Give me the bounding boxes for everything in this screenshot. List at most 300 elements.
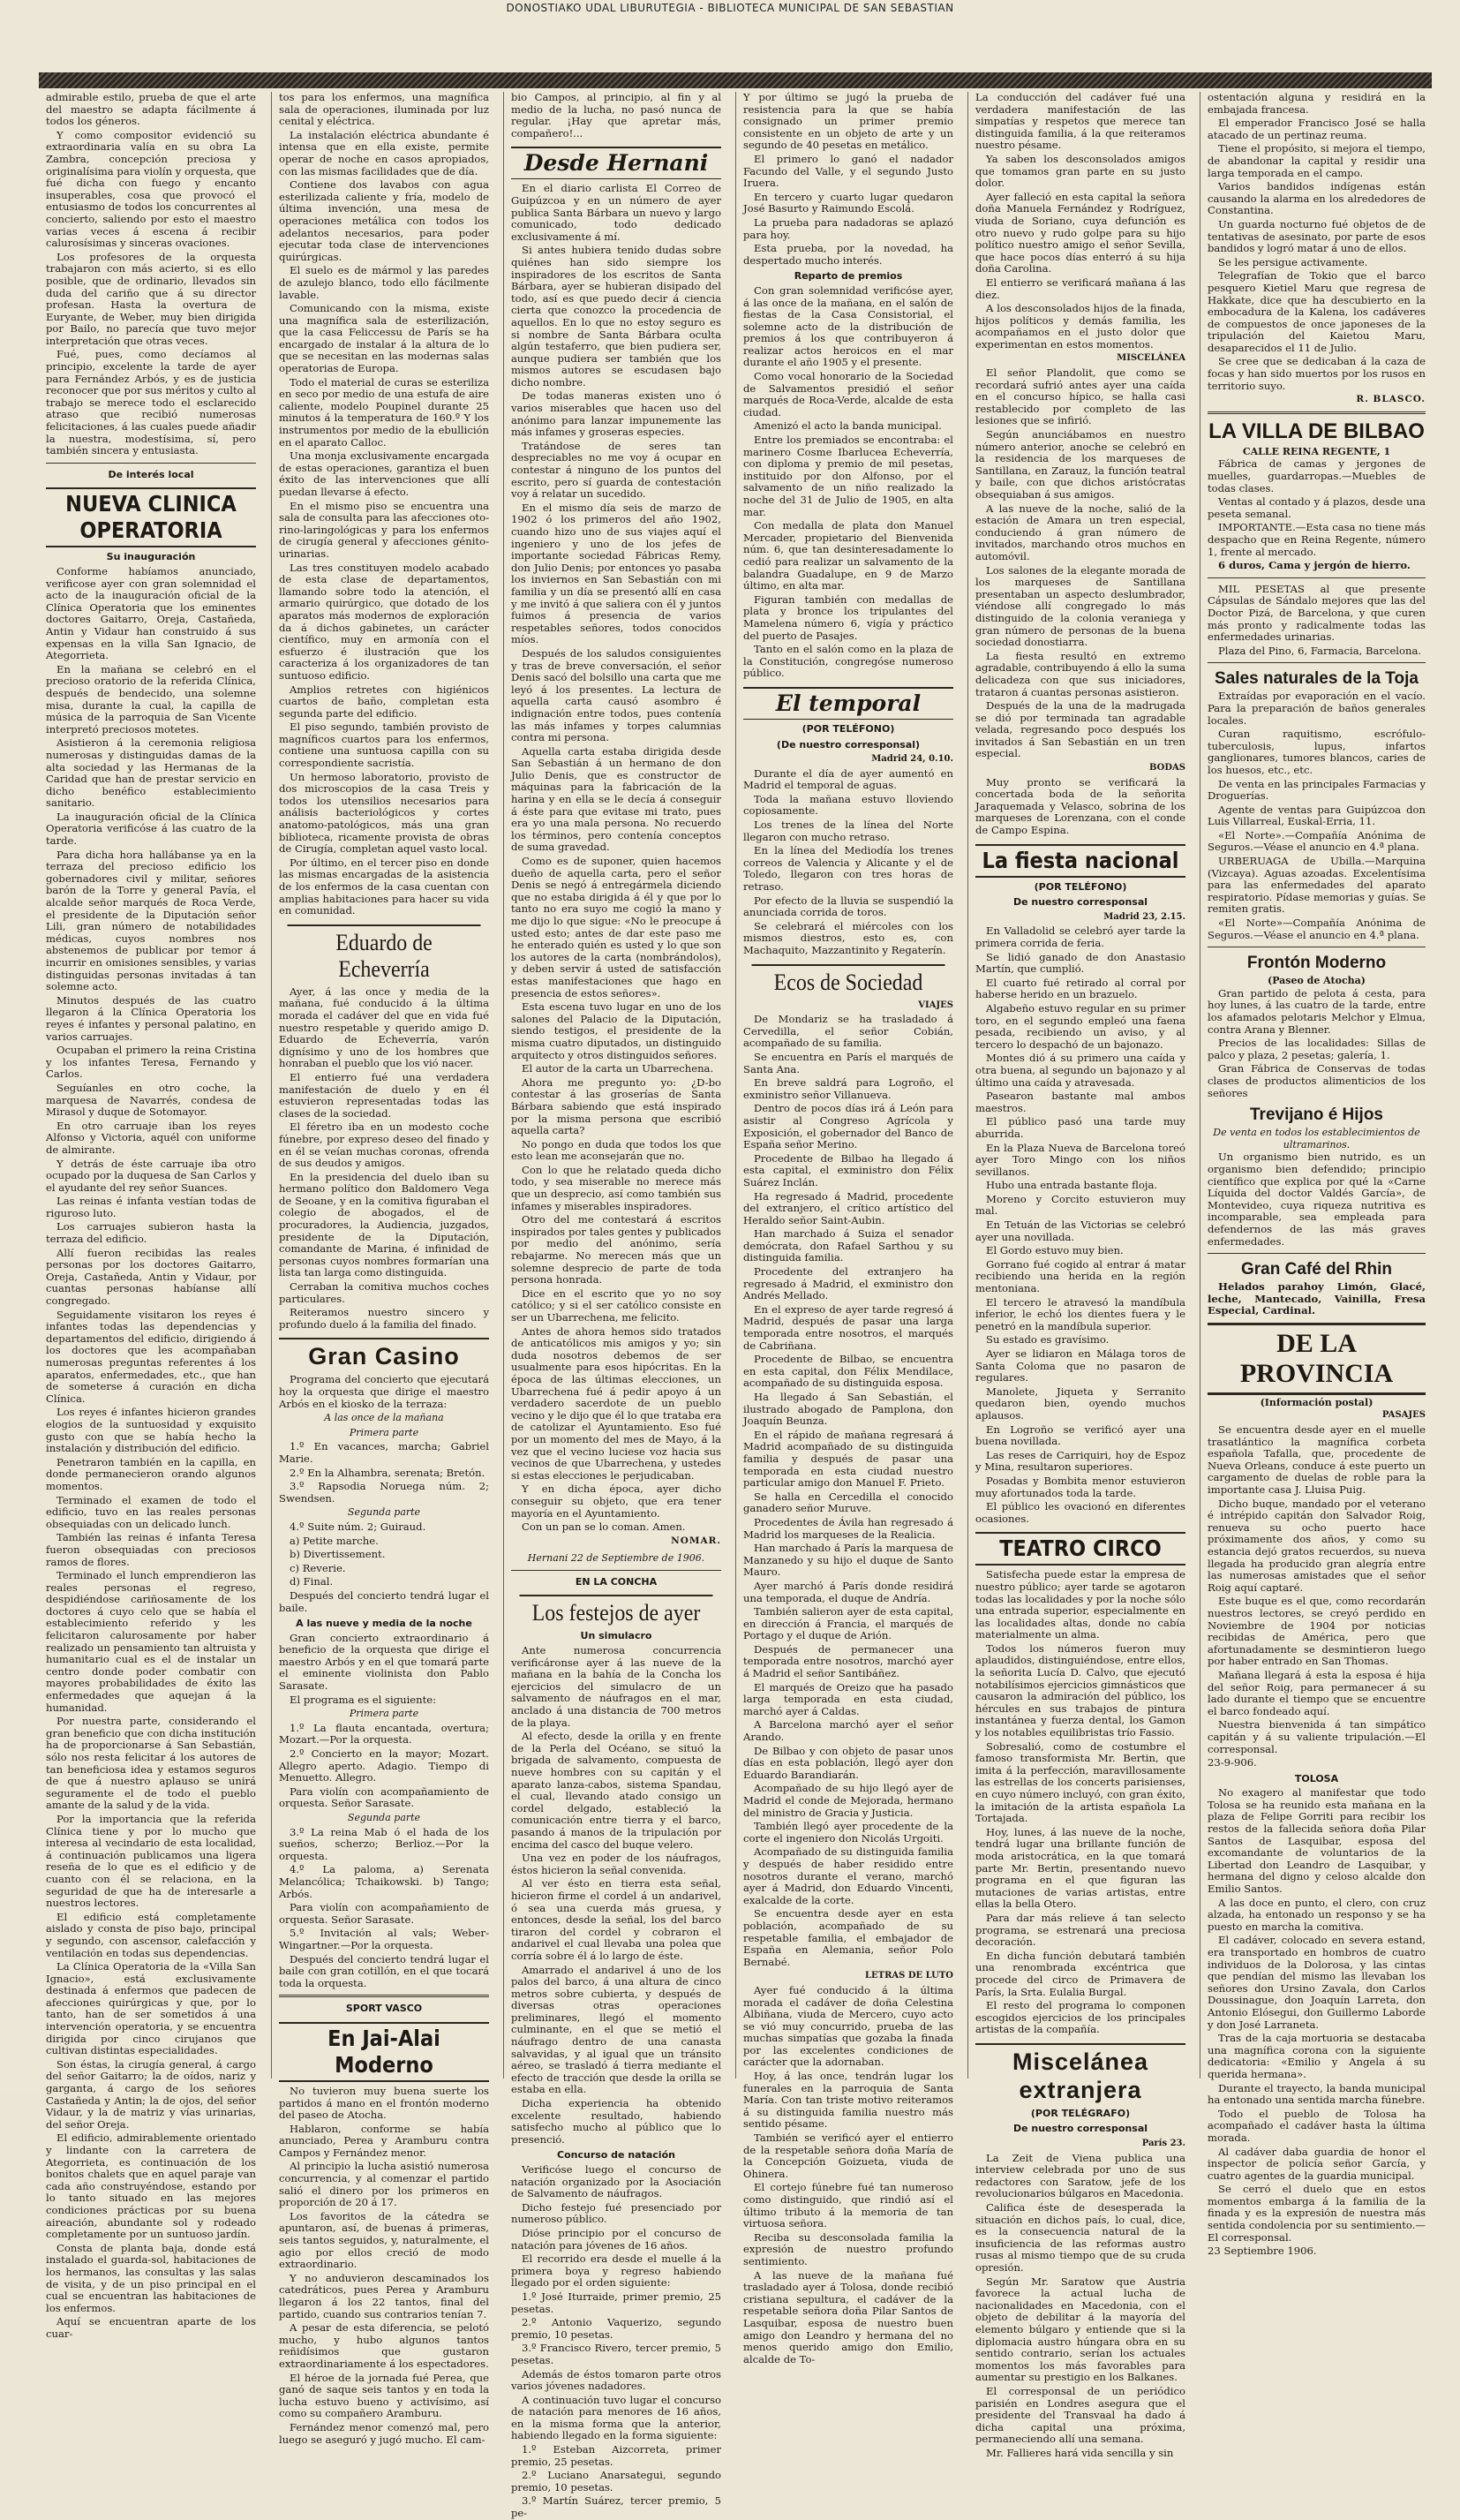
paragraph: Después de los saludos consiguientes y tras de breve conversación, el señor Denis sacó del bolsillo una carta que me leyó á los presentes. La lectura de aquella carta causó asombro é indignación entre todos, pues contenía las más infames y torpes calumnias contra mi persona. — [511, 646, 721, 744]
paragraph: Han marchado á Suiza el senador demócrata, don Rafael Sarthou y su distinguida familia. — [743, 1227, 953, 1264]
paragraph: Para dicha hora hallábanse ya en la terraza del precioso edificio los gobernadores civil y militar, señores barón de la Torre y general Pavía, el alcalde señor marqués de Roca Verde, el presidente de la Diputación señor Lili, gran número de notabilidades médicas, cuyos nombres nos abstenemos de publicar por temor á incurrir en omisiones sensibles, y varias distinguidas personas invitadas á tan solemne acto. — [46, 848, 256, 993]
paragraph: Esta escena tuvo lugar en uno de los salones del Palacio de la Diputación, siendo testigos, el presidente de la misma cuatro diputados, un distinguido arquitecto y otros distinguidos señores. — [511, 1000, 721, 1061]
dateline: Madrid 24, 0.10. — [871, 754, 953, 765]
paragraph: Califica éste de desesperada la situación en dichos país, lo cual, dice, es la consecuencia natural de la insuficiencia de las reformas austro rusas al mismo tiempo que de su cruda opresión. — [975, 2201, 1185, 2274]
article-subhead: Un simulacro — [580, 1630, 652, 1642]
ad-text: Gran Fábrica de Conservas de todas clases de productos alimenticios de los señores — [1208, 1062, 1426, 1099]
paragraph: El entierro fué una verdadera manifestación de duelo y en él estuvieron representadas todas las clases de la sociedad. — [279, 1070, 489, 1120]
paragraph: Los salones de la elegante morada de los marqueses de Santillana presentaban un aspecto deslumbrador, viéndose allí congregado lo más distinguido de la colonia veraniega y gran número de personas de la buena sociedad donostiarra. — [975, 563, 1185, 649]
paragraph: Entre los premiados se encontraba: el marinero Cosme Ibarlucea Echeverría, con diploma y premio de mil pesetas, instituido por don Alfonso, por el salvamento de un niño realizado la noche del 31 de Julio de 1905, en alta mar. — [743, 434, 953, 518]
ad-subtitle: (Paseo de Atocha) — [1268, 975, 1366, 987]
program-item: 4.º La paloma, a) Serenata Melancólica; Tchaikowski. b) Tango; Arbós. — [279, 1863, 489, 1900]
paragraph: Todo el pueblo de Tolosa ha acompañado el cadáver hasta la última morada. — [1208, 2107, 1426, 2144]
paragraph: Durante el día de ayer aumentó en Madrid el temporal de aguas. — [743, 766, 953, 792]
program-item: a) Petite marche. — [290, 1534, 379, 1547]
paragraph: Una vez en poder de los náufragos, éstos hicieron la señal convenida. — [511, 1852, 721, 1876]
paragraph: Son éstas, la cirugía general, á cargo del señor Gaitarro; la de oídos, nariz y garganta, á cargo de los señores Castañeda y Antin; la de ojos, del señor Vidaur, y la de matriz y vías urinarias, del señor Oreja. — [46, 2057, 256, 2131]
paragraph: Procedente del extranjero ha regresado á Madrid, el exministro don Andrés Mellado. — [743, 1265, 953, 1302]
paragraph: Se encuentra desde ayer en el muelle trasatlántico la magnífica corbeta española Tafalla, que, procedente de Nueva Orleans, conduce á este puerto un cargamento de duelas de roble para la importante casa J. Lluisa Puig. — [1208, 1423, 1426, 1497]
paragraph: Aquí se encuentran aparte de los cuar- — [46, 2315, 256, 2340]
paragraph: Y por último se jugó la prueba de resistencia para la que se había consignado un primer premio consistente en un objeto de arte y un segundo de 40 pesetas en metálico. — [743, 91, 953, 152]
paragraph: La instalación eléctrica abundante é intensa que en ella existe, permite operar de noche en casos apropiados, con las mismas facilidades que de día. — [279, 128, 489, 177]
paragraph: La Clínica Operatoria de la «Villa San Ignacio», está exclusivamente destinada á enfermos que padecen de afecciones quirúrgicas y que, por lo tanto, han de ser sometidos á una intervención operatoria, y se encuentra dirigida por cinco cirujanos que cultivan distintas especialidades. — [46, 1960, 256, 2057]
paragraph: admirable estilo, prueba de que el arte del maestro se adapta fácilmente á todos los géneros. — [46, 91, 256, 128]
paragraph: En la mañana se celebró en el precioso oratorio de la referida Clínica, después de bendecido, una solemne misa, durante la cual, la capilla de música de la parroquia de San Vicente interpretó preciosos motetes. — [46, 662, 256, 736]
wire-tag: (POR TELÉFONO) — [801, 722, 895, 735]
paragraph: A continuación tuvo lugar el concurso de natación para menores de 16 años, en la misma forma que la anterior, habiendo llegado en la forma siguiente: — [511, 2393, 721, 2442]
dateline-place: TOLOSA — [1294, 1772, 1339, 1784]
paragraph: Para dar más relieve á tan selecto programa, se estrenará una preciosa decoración. — [975, 1911, 1185, 1949]
paragraph: Gran concierto extraordinario á beneficio de la orquesta que dirige el maestro Arbós y en el que tomará parte el eminente violinista don Pablo Sarasate. — [279, 1631, 489, 1693]
paragraph: En el mismo piso se encuentra una sala de consulta para las afecciones oto-rino-laringológicas y para los enfermos de cirugía general y afecciones génito-urinarias. — [279, 499, 489, 560]
paragraph: No tuvieron muy buena suerte los partidos á mano en el frontón moderno del paseo de Atocha. — [279, 2084, 489, 2122]
paragraph: Procedente de Bilbao, se encuentra en esta capital, don Félix Mendilace, acompañado de su distinguida esposa. — [743, 1353, 953, 1390]
paragraph: Por efecto de la lluvia se suspendió la anunciada corrida de toros. — [743, 894, 953, 919]
paragraph: Procedentes de Ávila han regresado á Madrid los marqueses de la Realicia. — [743, 1515, 953, 1541]
dateline: París 23. — [1141, 2139, 1185, 2149]
paragraph: Se halla en Cercedilla el conocido ganadero señor Muruve. — [743, 1490, 953, 1515]
paragraph: Los trenes de la línea del Norte llegaron con mucho retraso. — [743, 819, 953, 843]
paragraph: Verificóse luego el concurso de natación organizado por la Asociación de Salvamento de náufragos. — [511, 2163, 721, 2200]
signature: R. BLASCO. — [1356, 394, 1426, 405]
paragraph: Al principio la lucha asistió numerosa concurrencia, y al comenzar el partido salió el dinero por los primeros en proporción de 20 á 17. — [279, 2160, 489, 2209]
paragraph: En la Plaza Nueva de Barcelona toreó ayer Toro Mingo con los niños sevillanos. — [975, 1141, 1185, 1178]
paragraph: Muy pronto se verificará la concertada boda de la señorita Jaraquemada y Velasco, sobrina de los marqueses de Lorenzana, con el conde de Campo Espina. — [975, 775, 1185, 837]
paragraph: También se verificó ayer el entierro de la respetable señora doña María de la Concepción Goizueta, viuda de Ohinera. — [743, 2131, 953, 2180]
paragraph: El recorrido era desde el muelle á la primera boya y regreso habiendo llegado por el orden siguiente: — [511, 2252, 721, 2290]
paragraph: Se celebrará el miércoles con los mismos diestros, esto es, con Machaquito, Mazzantinito y Regaterín. — [743, 919, 953, 956]
ad-text: Precios de las localidades: Sillas de palco y plaza, 2 pesetas; galería, 1. — [1208, 1037, 1426, 1061]
paragraph: Durante el trayecto, la banda municipal ha entonado una sentida marcha fúnebre. — [1208, 2081, 1426, 2107]
paragraph: Allí fueron recibidas las reales personas por los doctores Gaitarro, Oreja, Castañeda, Antin y Vidaur, por cuantas personas habíanse allí congregado. — [46, 1246, 256, 1308]
paragraph: Penetraron también en la capilla, en donde permanecieron orando algunos momentos. — [46, 1455, 256, 1492]
paragraph: Antes de ahora hemos sido tratados de anticatólicos mis amigos y yo; sin duda nosotros debemos de ser usualmente para esos hipócritas. En la época de las últimas elecciones, un Ubarrechena fué á pedir apoyo á un verdadero sacerdote de un pueblo vecino y le dijo que él lo que trataba era de catolizar el Ayuntamiento. Eso fué por un momento del mes de Mayo, á la vez que el vecino luciese voz hacia sus vecinos de que Ubarrechena, y ustedes si estas elecciones le perjudicaban. — [511, 1324, 721, 1482]
paragraph: Y en dicha época, ayer dicho conseguir su objeto, que era tener mayoría en el Ayuntamiento. — [511, 1483, 721, 1520]
paragraph: El resto del programa lo componen escogidos ejercicios de los principales artistas de la compañía. — [975, 1999, 1185, 2036]
section-kicker: De interés local — [108, 468, 194, 480]
result-item: 2.º Luciano Anarsategui, segundo premio, 10 pesetas. — [511, 2469, 721, 2494]
paragraph: Los carruajes subieron hasta la terraza del edificio. — [46, 1220, 256, 1246]
paragraph: Manolete, Jiqueta y Serranito quedaron bien, oyendo muchos aplausos. — [975, 1384, 1185, 1422]
section-kicker: LETRAS DE LUTO — [865, 1971, 953, 1981]
paragraph: Por último, en el tercer piso en donde las mismas encargadas de la asistencia de los enfermos de la casa cuentan con amplias habitaciones para hacer su vida en comunidad. — [279, 856, 489, 917]
paragraph: El primero lo ganó el nadador Facundo del Valle, y el segundo Justo Iruera. — [743, 152, 953, 190]
paragraph: Programa del concierto que ejecutará hoy la orquesta que dirige el maestro Arbós en el kiosko de la terraza: — [279, 1373, 489, 1410]
paragraph: El público les ovacionó en diferentes ocasiones. — [975, 1500, 1185, 1525]
paragraph: El suelo es de mármol y las paredes de azulejo blanco, todo ello fácilmente lavable. — [279, 264, 489, 301]
paragraph: Todo el material de curas se esteriliza en seco por medio de una estufa de aire caliente, modelo Poupinel durante 25 minutos á la temperatura de 160.º Y los instrumentos por medio de la ebullición en el aparato Calloc. — [279, 375, 489, 449]
paragraph: tos para los enfermos, una magnífica sala de operaciones, iluminada por luz cenital y eléctrica. — [279, 91, 489, 128]
paragraph: Ayer marchó á París donde residirá una temporada, el duque de Andría. — [743, 1579, 953, 1604]
paragraph: Después del concierto tendrá lugar el baile con gran cotillón, en el que tocará toda la orquesta. — [279, 1952, 489, 1989]
paragraph: El cadáver, colocado en severa estand, era transportado en hombros de cuatro individuos de la Dolorosa, y las cintas que pendían del mismo las llevaban los señores don Ursino Zavala, don Carlos Doussinague, don Joaquín Larreta, don Antonio Elósegui, don Guillermo Laborde y don José Larraneta. — [1208, 1934, 1426, 2031]
paragraph: Hoy, lunes, á las nueve de la noche, tendrá lugar una brillante función de moda aristocrática, en la que tomará parte Mr. Bertin, presentando nuevo programa en el que figuran las mutaciones de varias artistas, entre ellas la bella Otero. — [975, 1825, 1185, 1911]
paragraph: En Valladolid se celebró ayer tarde la primera corrida de feria. — [975, 924, 1185, 949]
paragraph: Y como compositor evidenció su extraordinaria valía en su obra La Zambra, concepción preciosa y originalísima para violín y orquesta, que fué dicha con fuego y encanto insuperables, cosa que provocó el entusiasmo de todos los concurrentes al concierto, saliendo por esto el maestro varias veces á escena á recibir calurosísimas y sinceras ovaciones. — [46, 128, 256, 250]
program-part: Segunda parte — [347, 1506, 421, 1519]
paragraph: Con un pan se lo coman. Amen. — [522, 1520, 686, 1534]
paragraph: Ya saben los desconsolados amigos que tomamos gran parte en su justo dolor. — [975, 152, 1185, 190]
paragraph: bio Campos, al principio, al fin y al medio de la lucha, no pasó nunca de regular. ¡Hay que apretar más, compañero!... — [511, 91, 721, 140]
paragraph: En el diario carlista El Correo de Guipúzcoa y en un número de ayer publica Santa Bárbara un nuevo y largo comunicado, todo dedicado exclusivamente á mí. — [511, 182, 721, 243]
paragraph: El tercero le atravesó la mandíbula inferior, le echó los dientes fuera y le penetró en la mandíbula superior. — [975, 1295, 1185, 1332]
ad-title: LA VILLA DE BILBAO — [1208, 419, 1425, 443]
program-item: 3.º La reina Mab ó el hada de los sueños, scherzo; Berlioz.—Por la orquesta. — [279, 1825, 489, 1862]
program-item: 2.º Concierto en la mayor; Mozart. Allegro aperto. Adagio. Tiempo di Menuetto. Allegro. — [279, 1747, 489, 1784]
article-subhead: Concurso de natación — [557, 2149, 675, 2162]
paragraph: Hablaron, conforme se había anunciado, Perea y Aramburu contra Campos y Fernández menor. — [279, 2122, 489, 2159]
ad-text: Gran partido de pelota á cesta, para hoy lunes, á las cuatro de la tarde, entre los afamados pelotaris Melchor y Elmua, contra Arana y Blenner. — [1208, 986, 1426, 1036]
signature: NOMAR. — [671, 1535, 721, 1546]
ad-text: Helados parahoy Limón, Glacé, leche, Mantecado, Vainilla, Fresa Especial, Cardinal. — [1208, 1280, 1426, 1317]
columns — [39, 91, 1432, 2520]
section-subtitle: (Información postal) — [1260, 1396, 1373, 1408]
paragraph: A las nueve de la noche, salió de la estación de Amara un tren especial, conduciendo á gran número de invitados, marchando otros muchos en automóvil. — [975, 502, 1185, 562]
paragraph: Figuran también con medallas de plata y bronce los tripulantes del Mamelena número 6, vigía y práctico del puerto de Pasajes. — [743, 592, 953, 642]
paragraph: Ayer, á las once y media de la mañana, fué conducido á la última morada el cadáver del que en vida fué nuestro respetable y querido amigo D. Eduardo de Echeverría, varón dignísimo y uno de los hombres que honraban el pueblo que los vió nacer. — [279, 985, 489, 1070]
program-item: b) Divertissement. — [290, 1548, 386, 1561]
paragraph: En el mismo día seis de marzo de 1902 ó los primeros del año 1902, cuando hizo uno de sus viajes aquí el ingeniero y uno de los jefes de importante sociedad Fábricas Remy, don Julio Denis; por entonces yo pasaba los inviernos en San Sebastián con mi familia y un día se presentó allí en casa y me invitó á que saliera con él y juntos fuimos á presencia de varios respetables señores, todos conocidos míos. — [511, 501, 721, 646]
paragraph: Ha regresado á Madrid, procedente del extranjero, el crítico artístico del Heraldo señor Saint-Aubin. — [743, 1189, 953, 1226]
paragraph: El féretro iba en un modesto coche fúnebre, por expreso deseo del finado y en él se veían muchas coronas, ofrenda de sus deudos y amigos. — [279, 1120, 489, 1170]
paragraph: Fernández menor comenzó mal, pero luego se aseguró y jugó mucho. El cam- — [279, 2420, 489, 2446]
paragraph: A Barcelona marchó ayer el señor Arando. — [743, 1718, 953, 1744]
paragraph: Ha llegado á San Sebastián, el ilustrado abogado de Pamplona, don Joaquín Beunza. — [743, 1391, 953, 1428]
wire-source: De nuestro corresponsal — [1012, 2123, 1148, 2135]
program-item: d) Final. — [290, 1575, 334, 1588]
ad-text: Plaza del Pino, 6, Farmacia, Barcelona. — [1218, 644, 1422, 657]
article-headline: La fiesta nacional — [975, 844, 1185, 878]
paragraph: En la línea del Mediodía los trenes correos de Valencia y Alicante y el de Toledo, llegaron con tres horas de retraso. — [743, 844, 953, 894]
ad-text: Un organismo bien nutrido, es un organismo bien defendido; principio científico que explica por qué la «Carne Líquida del doctor Valdés García», de Montevideo, cuya riqueza nutritiva es incomparable, sea empleada para defendernos de las más graves enfermedades. — [1208, 1151, 1426, 1248]
paragraph: Seguidamente visitaron los reyes é infantes todas las dependencias y departamentos del edificio, dirigiendo á los doctores que les acompañaban numerosas preguntas referentes á los aparatos, enfermedades, etc., que han de someterse á curación en dicha Clínica. — [46, 1308, 256, 1405]
paragraph: Gorrano fué cogido al entrar á matar recibiendo una herida en la región mentoniana. — [975, 1257, 1185, 1295]
ad-text: «El Norte»—Compañía Anónima de Seguros.—Véase el anuncio en 4.ª plana. — [1208, 917, 1426, 941]
paragraph: Se encuentra en París el marqués de Santa Ana. — [743, 1050, 953, 1075]
paragraph: Ante numerosa concurrencia verificáronse ayer á las nueve de la mañana en la bahía de la Concha los ejercicios del simulacro de un salvamento de náufragos en el mar, anclado á una distancia de 700 metros de la playa. — [511, 1644, 721, 1729]
article-headline: NUEVA CLINICA OPERATORIA — [46, 487, 256, 547]
paragraph: Tanto en el salón como en la plaza de la Constitución, congregóse numeroso público. — [743, 643, 953, 680]
paragraph: Cerraban la comitiva muchos coches particulares. — [279, 1280, 489, 1305]
ad-title: Frontón Moderno — [1246, 954, 1387, 973]
article-headline: Eduardo de Echeverría — [288, 924, 481, 983]
paragraph: Dice en el escrito que yo no soy católico; y si el ser católico consiste en ser un Ubarrechena, me felicito. — [511, 1286, 721, 1324]
paragraph: Ayer falleció en esta capital la señora doña Manuela Fernández y Rodríguez, viuda de Soriano, cuya defunción es otro nuevo y rudo golpe para su hijo político nuestro amigo el señor Sevilla, que hace pocos días enterró á su hija doña Carolina. — [975, 190, 1185, 275]
divider — [279, 1995, 489, 1997]
section-kicker: MISCELÁNEA — [1117, 353, 1185, 364]
paragraph: Se encuentra desde ayer en esta población, acompañado de su respetable familia, el embajador de España en Alemania, señor Polo Bernabé. — [743, 1907, 953, 1968]
paragraph: Al cadáver daba guardia de honor el inspector de policía señor García, y cuatro agentes de la guardia municipal. — [1208, 2145, 1426, 2182]
paragraph: Al ver ésto en tierra esta señal, hicieron firme el cordel á un andarivel, ó sea una cuerda más gruesa, y entonces, desde la señal, los del barco tiraron del cordel y cobraron el andarivel el cual llevaba una polea que corría sobre él á lo largo de éste. — [511, 1877, 721, 1962]
paragraph: El Gordo estuvo muy bien. — [986, 1244, 1124, 1257]
paragraph: ostentación alguna y residirá en la embajada francesa. — [1208, 91, 1426, 116]
program-part: Primera parte — [349, 1426, 419, 1438]
article-headline: En Jai-Alai Moderno — [279, 2022, 489, 2082]
ad-text: Curan raquitismo, escrófulo-tuberculosis, lupus, infartos ganglionares, tumores blancos, caries de los huesos, etc., etc. — [1208, 728, 1426, 776]
paragraph: 23 Septiembre 1906. — [1208, 2245, 1317, 2258]
wire-source: (De nuestro corresponsal) — [776, 738, 921, 751]
paragraph: La prueba para nadadoras se aplazó para hoy. — [743, 215, 953, 241]
paragraph: Se lidió ganado de don Anastasio Martín, que cumplió. — [975, 950, 1185, 976]
ad-text: URBERUAGA de Ubilla.—Marquina (Vizcaya). Aguas azoadas. Excelentísima para las enfermedades del aparato respiratorio. Pídase memorias y guías. Se remiten gratis. — [1208, 855, 1426, 916]
paragraph: Después de permanecer una temporada entre nosotros, marchó ayer á Madrid el señor Santibáñez. — [743, 1642, 953, 1680]
paragraph: Acompañado de su distinguida familia y después de haber residido entre nosotros durante el verano, marchó ayer á Madrid, don Eduardo Vincenti, exalcalde de la corte. — [743, 1845, 953, 1906]
paragraph: Otro del me contestará á escritos inspirados por tales gentes y publicados por medio del anónimo, sería rebajarme. No merecen más que un solemne desprecio de parte de toda persona honrada. — [511, 1213, 721, 1286]
program-item: 5.º Invitación al vals; Weber-Wingartner.—Por la orquesta. — [279, 1927, 489, 1951]
paragraph: El cuarto fué retirado al corral por haberse herido en un brazuelo. — [975, 976, 1185, 1001]
paragraph: Dicho festejo fué presenciado por numeroso público. — [511, 2200, 721, 2226]
paragraph: En otro carruaje iban los reyes Alfonso y Victoria, aquél con uniforme de almirante. — [46, 1119, 256, 1156]
paragraph: Satisfecha puede estar la empresa de nuestro público; ayer tarde se agotaron todas las localidades y por la noche sólo una entrada superior, especialmente en las localidades altas, donde no cabía materialmente un alma. — [975, 1568, 1185, 1641]
paragraph: Minutos después de las cuatro llegaron á la Clínica Operatoria los reyes é infantes y personal palatino, en varios carruajes. — [46, 993, 256, 1043]
paragraph: El entierro se verificará mañana á las diez. — [975, 275, 1185, 301]
paragraph: Seguíanles en otro coche, la marquesa de Navarrés, condesa de Mirasol y duque de Sotomayor. — [46, 1081, 256, 1119]
paragraph: Sobresalió, como de costumbre el famoso transformista Mr. Bertin, que imita á la perfección, maravillosamente las estrellas de los concerts parisienses, en cuyo número incluyó, con gran éxito, la imitación de la artista española La Tortajada. — [975, 1739, 1185, 1825]
paragraph: Si antes hubiera tenido dudas sobre quiénes han sido siempre los inspiradores de los escritos de Santa Bárbara, ayer se hubieran disipado del todo, así es que puedo decir á ciencia cierta que conozco la procedencia de aquellos. En lo que no estoy seguro es si nombre de Santa Bárbara oculta algún testaferro, que bien pudiera ser, aunque pudiera ser también que los mismos autores se escudasen bajo dicho nombre. — [511, 244, 721, 389]
ad-text: 6 duros, Cama y jergón de hierro. — [1218, 559, 1411, 572]
paragraph: A las nueve de la mañana fué trasladado ayer á Tolosa, donde recibió cristiana sepultura, el cadáver de la respetable señora doña Pilar Santos de Lasquibar, esposa de nuestro buen amigo don Leandro y hermana del no menos querido amigo don Emilio, alcalde de To- — [743, 2268, 953, 2365]
article-headline: Gran Casino — [279, 1338, 489, 1370]
paragraph: Mr. Fallieres hará vida sencilla y sin — [986, 2446, 1174, 2459]
paragraph: Ayer se lidiaron en Málaga toros de Santa Coloma que no pasaron de regulares. — [975, 1347, 1185, 1384]
article-headline: Desde Hernani — [511, 147, 721, 179]
program-item: 2.º En la Alhambra, serenata; Bretón. — [290, 1466, 485, 1479]
paragraph: Ayer fué conducido á la última morada el cadáver de doña Celestina Albiñana, viuda de Mercero, cuyo acto se vió muy concurrido, prueba de las muchas simpatías que gozaba la finada por las excelentes condiciones de carácter que la adornaban. — [743, 1983, 953, 2069]
program-hour: A las once de la mañana — [324, 1412, 444, 1424]
paragraph: Toda la mañana estuvo lloviendo copiosamente. — [743, 792, 953, 818]
paragraph: Con gran solemnidad verificóse ayer, á las once de la mañana, en el salón de fiestas de la Casa Consistorial, el solemne acto de la distribución de premios á los que contribuyeron á realizar actos heroicos en el mar durante el año 1905 y el presente. — [743, 283, 953, 369]
ad-text: Fábrica de camas y jergones de muelles, guardarropas.—Muebles de todas clases. — [1208, 457, 1426, 494]
paragraph: En el expreso de ayer tarde regresó á Madrid, después de pasar una larga temporada entre nosotros, el marqués de Cabriñana. — [743, 1302, 953, 1352]
ad-text: IMPORTANTE.—Esta casa no tiene más despacho que en Reina Regente, número 1, frente al mercado. — [1208, 521, 1426, 558]
paragraph: Un hermoso laboratorio, provisto de dos microscopios de la casa Treis y todos los utensilios necesarios para análisis bacteriológicos y cortes anatomo-patológicos, más una gran biblioteca, ricamente provista de obras de Cirugía, completan aquel vasto local. — [279, 770, 489, 856]
article-headline: TEATRO CIRCO — [975, 1532, 1185, 1566]
paragraph: Después del concierto tendrá lugar el baile. — [279, 1588, 489, 1614]
program-part: Segunda parte — [347, 1812, 421, 1823]
divider — [1208, 1253, 1426, 1254]
paragraph: Los profesores de la orquesta trabajaron con más acierto, si es ello posible, que de ordinario, llevados sin duda del cariño que á su director profesan. Hasta la overtura de Euryante, de Weber, muy bien dirigida por Bailo, no parecía que tuvo mejor interpretación que otras veces. — [46, 250, 256, 347]
paragraph: Dicho buque, mandado por el veterano é intrépido capitán don Salvador Roig, renueva su ocho puerto hace próximamente dos años, y como su estancia dejó gratos recuerdos, su nueva llegada ha producido gran alegría entre las numerosas amistades que el señor Roig aquí captaré. — [1208, 1497, 1426, 1594]
paragraph: Pasearon bastante mal ambos maestros. — [975, 1090, 1185, 1114]
paragraph: En la presidencia del duelo iban su hermano político don Baldomero Vega de Seoane, y en la comitiva figuraban el colegio de abogados, el de procuradores, la Audiencia, juzgados, presidente de la Diputación, comandante de Marina, é infinidad de personas cuyos nombres formarían una lista tan larga como distinguida. — [279, 1170, 489, 1279]
paragraph: Como vocal honorario de la Sociedad de Salvamentos presidió el señor marqués de Roca-Verde, alcalde de esta ciudad. — [743, 370, 953, 419]
paragraph: De todas maneras existen uno ó varios miserables que hacen uso del anónimo para lanzar impunemente las más infames y groseras especies. — [511, 389, 721, 439]
ad-title: Gran Café del Rhin — [1240, 1260, 1393, 1279]
paragraph: Y no anduvieron descaminados los catedráticos, pues Perea y Aramburu llegaron á los 22 tantos, final del partido, cuando sus contrarios tenían 7. — [279, 2271, 489, 2320]
program-item: 1.º En vacances, marcha; Gabriel Marie. — [279, 1440, 489, 1465]
masthead-rule — [39, 72, 1432, 88]
ad-subtitle: CALLE REINA REGENTE, 1 — [1242, 445, 1391, 457]
ad-text: Extraídas por evaporación en el vacío. Para la preparación de baños generales locales. — [1208, 690, 1426, 727]
wire-source: De nuestro corresponsal — [1012, 896, 1148, 909]
paragraph: El héroe de la jornada fué Perea, que ganó de saque seis tantos y en toda la lucha estuvo bueno y activísimo, así como su compañero Aramburu. — [279, 2371, 489, 2420]
program-item: 3.º Rapsodia Noruega núm. 2; Swendsen. — [279, 1480, 489, 1505]
paragraph: Al efecto, desde la orilla y en frente de la Perla del Océano, se situó la brigada de salvamento, compuesta de nueve hombres con su capitán y el aparato lanza-cabos, sistema Spandau, el cual, llevando atado consigo un cordel delgado, estableció la comunicación entre tierra y el barco, pasando á manos de la tripulación por encima del casco del buque velero. — [511, 1730, 721, 1851]
result-item: 3.º Francisco Rivero, tercer premio, 5 pesetas. — [511, 2342, 721, 2366]
paragraph: Dentro de pocos días irá á León para asistir al Congreso Agrícola y Exposición, el gobernador del Banco de España señor Merino. — [743, 1102, 953, 1151]
paragraph: A pesar de esta diferencia, se pelotó mucho, y hubo algunos tantos reñidísimos que gustaron extraordinariamente á los espectadores. — [279, 2321, 489, 2370]
program-item: c) Reverie. — [290, 1561, 346, 1574]
paragraph: Después de la una de la madrugada se dió por terminada tan agradable velada, regresando poco después los invitados á San Sebastián en un tren especial. — [975, 699, 1185, 760]
paragraph: Hoy, á las once, tendrán lugar los funerales en la parroquia de Santa María. Con tan triste motivo reiteramos á su distinguida familia nuestro más sentido pésame. — [743, 2070, 953, 2131]
paragraph: En breve saldrá para Logroño, el exministro señor Villanueva. — [743, 1076, 953, 1101]
paragraph: Un guarda nocturno fué objetos de de tentativas de asesinato, por parte de esos bandidos y logró matar á uno de ellos. — [1208, 217, 1426, 255]
column-5 — [967, 91, 1193, 2459]
ad-title: Trevijano é Hijos — [1250, 1105, 1383, 1125]
paragraph: Una monja exclusivamente encargada de estas operaciones, garantiza el buen éxito de las intervenciones que allí puedan llevarse á efecto. — [279, 449, 489, 498]
ad-text: «El Norte».—Compañía Anónima de Seguros.—Véase el anuncio en 4.ª plana. — [1208, 828, 1426, 854]
section-kicker: BODAS — [1148, 763, 1185, 773]
library-banner: DONOSTIAKO UDAL LIBURUTEGIA - BIBLIOTECA MUNICIPAL DE SAN SEBASTIAN — [506, 2, 954, 14]
paragraph: Asistieron á la ceremonia religiosa numerosas y distinguidas damas de la alta sociedad y las Hermanas de la Caridad que han de prestar servicio en dicho benéfico establecimiento sanitario. — [46, 736, 256, 810]
program-hour: A las nueve y media de la noche — [296, 1618, 472, 1630]
ad-title: Sales naturales de la Toja — [1215, 669, 1419, 689]
column-4 — [735, 91, 960, 2365]
paragraph: 23-9-906. — [1208, 1756, 1257, 1769]
paragraph: Ahora me pregunto yo: ¿D-bo contestar á las groserías de Santa Bárbara sabiendo que está inspirado por la misma persona que escribió aquella carta? — [511, 1075, 721, 1137]
paragraph: El emperador Francisco José se halla atacado de un pertinaz reuma. — [1208, 117, 1426, 141]
paragraph: Conforme habíamos anunciado, verificose ayer con gran solemnidad el acto de la inauguración oficial de la Clínica Operatoria que los eminentes doctores Gaitarro, Oreja, Castañeda, Antin y Vidaur han construido á sus expensas en la villa San Ignacio, de Ategorrieta. — [46, 565, 256, 662]
paragraph: El señor Plandolit, que como se recordará sufrió antes ayer una caída en el concurso hípico, se halla casi restablecido por completo de las lesiones que se infirió. — [975, 366, 1185, 427]
result-item: 3.º Martín Suárez, tercer premio, 5 pe- — [511, 2494, 721, 2520]
paragraph: Comunicando con la misma, existe una magnífica sala de esterilización, que la casa Feliccessu de París se ha encargado de instalar á la altura de lo que se necesitan en las modernas salas operatorias de Europa. — [279, 302, 489, 375]
paragraph: Procedente de Bilbao ha llegado á esta capital, el exministro don Félix Suárez Inclán. — [743, 1151, 953, 1188]
divider — [1208, 411, 1426, 414]
article-headline: El temporal — [743, 687, 953, 720]
divider — [1208, 577, 1426, 578]
column-2 — [271, 91, 496, 2446]
paragraph: Acompañado de su hijo llegó ayer de Madrid el conde de Mejorada, hermano del ministro de Gracia y Justicia. — [743, 1782, 953, 1819]
paragraph: El público pasó una tarde muy aburrida. — [975, 1115, 1185, 1140]
ad-text: MIL PESETAS al que presente Cápsulas de Sándalo mejores que las del Doctor Pizá, de Barcelona, y que curen más pronto y radicalmente todas las enfermedades urinarias. — [1208, 582, 1426, 644]
paragraph: La conducción del cadáver fué una verdadera manifestación de las simpatías y respetos que merece tan distinguida familia, á la que reiteramos nuestro pésame. — [975, 91, 1185, 152]
paragraph: No pongo en duda que todos los que esto lean me aconsejarán que no. — [511, 1137, 721, 1163]
paragraph: En el rápido de mañana regresará á Madrid acompañado de su distinguida familia y después de pasar una temporada en esta ciudad nuestro particular amigo don Manuel F. Prieto. — [743, 1428, 953, 1490]
section-headline: DE LA PROVINCIA — [1208, 1323, 1426, 1395]
paragraph: Amplios retretes con higiénicos cuartos de baño, completan esta segunda parte del edificio. — [279, 683, 489, 720]
paragraph: Montes dió á su primero una caída y otra buena, al segundo un bajonazo y al último una caída y atravesada. — [975, 1052, 1185, 1089]
paragraph: También las reinas é infanta Teresa fueron obsequiadas con preciosos ramos de flores. — [46, 1531, 256, 1568]
result-item: 2.º Antonio Vaquerizo, segundo premio, 10 pesetas. — [511, 2316, 721, 2341]
paragraph: Hubo una entrada bastante floja. — [986, 1179, 1158, 1192]
paragraph: Reiteramos nuestro sincero y profundo duelo á la familia del finado. — [279, 1306, 489, 1331]
section-kicker: VIAJES — [918, 1000, 953, 1010]
paragraph: Además de éstos tomaron parte otros varios jóvenes nadadores. — [511, 2367, 721, 2393]
paragraph: El cortejo fúnebre fué tan numeroso como distinguido, que rindió así el último tributo á la memoria de tan virtuosa señora. — [743, 2181, 953, 2230]
program-item: Para violín con acompañamiento de orquesta. Señor Sarasate. — [279, 1784, 489, 1810]
divider — [1208, 662, 1426, 663]
section-kicker: EN LA CONCHA — [575, 1575, 658, 1588]
paragraph: Dicha experiencia ha obtenido excelente resultado, habiendo satisfecho mucho al público que lo presenció. — [511, 2097, 721, 2146]
paragraph: Las reses de Carriquiri, hoy de Espoz y Mina, resultaron superiores. — [975, 1448, 1185, 1474]
program-item: Para violín con acompañamiento de orquesta. Señor Sarasate. — [279, 1901, 489, 1926]
dateline: Hernani 22 de Septiembre de 1906. — [527, 1552, 705, 1565]
paragraph: En tercero y cuarto lugar quedaron José Basurto y Raimundo Escolá. — [743, 190, 953, 215]
paragraph: Las tres constituyen modelo acabado de esta clase de departamentos, llamando sobre todo la atención, el armario quirúrgico, que dotado de los aparatos más modernos de exploración da á dichos gabinetes, un carácter científico, muy en armonía con el esfuerzo é ilustración que los caracteriza á los organizadores de tan suntuoso edificio. — [279, 561, 489, 682]
paragraph: Telegrafían de Tokio que el barco pesquero Kietiel Maru que regresa de Hakkate, dice que ha descubierto en la embocadura de la Kalena, los cadáveres de compuestos de once japoneses de la tripulación del Kaietou Maru, desaparecidos el 11 de Julio. — [1208, 269, 1426, 354]
paragraph: Amarrado el andarivel á uno de los palos del barco, á una altura de cinco metros sobre cubierta, y después de diversas otras operaciones preliminares, llegó el momento culminante, en el que se metió el náufrago dentro de una canasta salvavidas, y al igual que un tránsito aéreo, se trasladó á tierra mediante el efecto de tracción que desde la orilla se estaba en ella. — [511, 1963, 721, 2096]
paragraph: También llegó ayer procedente de la corte el ingeniero don Nicolás Urgoiti. — [743, 1820, 953, 1845]
paragraph: En Logroño se verificó ayer una buena novillada. — [975, 1422, 1185, 1448]
divider — [46, 463, 256, 464]
wire-tag: (POR TELÉGRAFO) — [1030, 2107, 1131, 2119]
paragraph: En Tetuán de las Victorias se celebró ayer una novillada. — [975, 1219, 1185, 1243]
column-6 — [1200, 91, 1433, 2258]
paragraph: Contiene dos lavabos con agua esterilizada caliente y fría, modelo de última invención, una mesa de operaciones metálica con todos los adelantos necesarios, para poder ejecutar toda clase de intervenciones quirúrgicas. — [279, 178, 489, 263]
paragraph: Dióse principio por el concurso de natación para jóvenes de 16 años. — [511, 2226, 721, 2252]
paragraph: Con medalla de plata don Manuel Mercader, propietario del Bienvenida núm. 6, que tan desinteresadamente lo cedió para realizar un salvamento de la balandra Guadalupe, en 9 de Marzo último, en alta mar. — [743, 519, 953, 592]
paragraph: Nuestra bienvenida á tan simpático capitán y á su valiente tripulación.—El corresponsal. — [1208, 1718, 1426, 1755]
dateline-place: PASAJES — [1381, 1410, 1426, 1421]
paragraph: Fué, pues, como decíamos al principio, excelente la tarde de ayer para Fernández Arbós, y es de justicia reconocer que por sus méritos y culto al trabajo se merece todo el esclarecido atraso que recibió numerosas felicitaciones, á las cuales puede añadir la nuestra, modestísima, sí, pero también sincera y entusiasta. — [46, 348, 256, 457]
paragraph: La inauguración oficial de la Clínica Operatoria verificóse á las cuatro de la tarde. — [46, 810, 256, 848]
paragraph: Tras de la caja mortuoria se destacaba una magnífica corona con la siguiente dedicatoria: «Emilio y Angela á su querida hermana». — [1208, 2032, 1426, 2080]
article-headline: Miscelánea extranjera — [975, 2043, 1185, 2104]
dateline: Madrid 23, 2.15. — [1103, 911, 1185, 922]
paragraph: Todos los números fueron muy aplaudidos, distinguiéndose, entre ellos, la señorita Lucía D. Calvo, que ejecutó notabilísimos ejercicios gimnásticos que causaron la admiración del público, los hércules en sus trabajos de pintura instantánea y fuerza dental, los Gamon y los notables equilibristas trío Fassio. — [975, 1641, 1185, 1739]
program-item: 1.º La flauta encantada, overtura; Mozart.—Por la orquesta. — [279, 1721, 489, 1747]
paragraph: El marqués de Oreizo que ha pasado larga temporada en esta ciudad, marchó ayer á Caldas. — [743, 1680, 953, 1717]
paragraph: A las doce en punto, el clero, con cruz alzada, ha entonado un responso y se ha puesto en marcha la comitiva. — [1208, 1896, 1426, 1933]
ad-text: Agente de ventas para Guipúzcoa don Luis Villarreal, Euskal-Erria, 11. — [1208, 803, 1426, 828]
paragraph: Su estado es gravísimo. — [986, 1333, 1110, 1347]
paragraph: Se cree que se dedicaban á la caza de focas y han sido muertos por los rusos en territorio suyo. — [1208, 355, 1426, 392]
paragraph: Este buque es el que, como recordarán nuestros lectores, se creyó perdido en Noviembre de 1904 por noticias recibidas de América, pero que afortunadamente se desmintieron luego por haber entrado en San Thomas. — [1208, 1595, 1426, 1668]
paragraph: Ocupaban el primero la reina Cristina y los infantes Teresa, Fernando y Carlos. — [46, 1044, 256, 1081]
wire-tag: (POR TELÉFONO) — [1034, 880, 1127, 893]
program-part: Primera parte — [349, 1708, 419, 1720]
paragraph: Por la importancia que la referida Clínica tiene y por lo mucho que interesa al vecindario de esta localidad, á continuación publicamos una ligera reseña de lo que es el edificio y de cuanto con él se relaciona, en la seguridad de que ha de interesarle a nuestros lectores. — [46, 1812, 256, 1910]
section-kicker: SPORT VASCO — [345, 2003, 423, 2015]
paragraph: No exagero al manifestar que todo Tolosa se ha reunido esta mañana en la plaza de Felipe Gorriti para recibir los restos de la fallecida señora doña Pilar Santos de Lasquibar, esposa del excomandante de voluntarios de la Libertad don Leandro de Lasquibar, y hermana del digno y celoso alcalde don Emilio Santos. — [1208, 1786, 1426, 1896]
paragraph: Los reyes é infantes hicieron grandes elogios de la suntuosidad y exquisito gusto con que se había hecho la instalación y distribución del edificio. — [46, 1406, 256, 1455]
paragraph: Tratándose de seres tan despreciables no me voy á ocupar en contestar á ninguno de los puntos del escrito, pero sí guarda de contestación voy á relatar un sucedido. — [511, 439, 721, 501]
paragraph: Aquella carta estaba dirigida desde San Sebastián á un hermano de don Julio Denis, que es constructor de máquinas para la fabricación de la harina y en ella se le decía á conseguir á éste para que evitase mi trato, pues era yo una mala persona. No recuerdo los términos, pero contenía conceptos de suma gravedad. — [511, 744, 721, 854]
result-item: 1.º José Iturraide, primer premio, 25 pesetas. — [511, 2290, 721, 2315]
paragraph: A los desconsolados hijos de la finada, hijos políticos y demás familia, les acompañamos en el justo dolor que experimentan en estos momentos. — [975, 302, 1185, 351]
paragraph: Con lo que he relatado queda dicho todo, y sea miserable no merece más que un desprecio, así como también sus infames y miserables inspiradores. — [511, 1163, 721, 1212]
result-item: 1.º Esteban Aizcorreta, primer premio, 25 pesetas. — [511, 2443, 721, 2468]
paragraph: En dicha función debutará también una renombrada excéntrica que procede del circo de Primavera de París, la Srta. Eulalia Burgal. — [975, 1949, 1185, 1998]
paragraph: Terminado el lunch emprendieron las reales personas el regreso, despidiéndose cariñosamente de los doctores á cuyo celo que se había el establecimiento referido y les felicitaron calurosamente por haber realizado un pensamiento tan altruista y humanitario cual es el de instalar un centro donde poder combatir con mayores probabilidades de éxito las enfermedades que aquejan á la humanidad. — [46, 1569, 256, 1714]
column-1 — [39, 91, 263, 2340]
paragraph: Según Mr. Saratow que Austria favorece la actual lucha de nacionalidades en Macedonia, con el objeto de debilitar á la mayoría del elemento búlgaro y entiende que si la diplomacia austro húngara obra en su sentido contrario, serían los actuales momentos los más favorables para aumentar su prestigio en los Balkanes. — [975, 2275, 1185, 2384]
paragraph: Consta de planta baja, donde está instalado el guarda-sol, habitaciones de los hermanos, las consultas y las salas de visita, y de un piso principal en el cual se encuentran las habitaciones de los enfermos. — [46, 2241, 256, 2314]
paragraph: Posadas y Bombita menor estuvieron muy afortunados toda la tarde. — [975, 1474, 1185, 1499]
paragraph: Por nuestra parte, considerando el gran beneficio que con dicha institución ha de proporcionarse á San Sebastián, sólo nos resta felicitar á los autores de tan beneficiosa idea y estamos seguros de que á nuestro aplauso se unirá seguramente el de todo el pueblo amante de la salud y de la vida. — [46, 1715, 256, 1812]
paragraph: De Bilbao y con objeto de pasar unos días en esta población, llegó ayer don Eduardo Barandiarán. — [743, 1744, 953, 1781]
paragraph: La fiesta resultó en extremo agradable, contribuyendo á ello la suma delicadeza con que sus iniciadores, trataron á cuantas personas asistieron. — [975, 649, 1185, 698]
paragraph: Mañana llegará á esta la esposa é hija del señor Roig, para permanecer á su lado durante el tiempo que se encuentre el barco fondeado aquí. — [1208, 1668, 1426, 1717]
paragraph: El programa es el siguiente: — [290, 1693, 437, 1706]
paragraph: Esta prueba, por la novedad, ha despertado mucho interés. — [743, 242, 953, 267]
paragraph: Reciba su desconsolada familia la expresión de nuestro profundo sentimiento. — [743, 2230, 953, 2267]
paragraph: Según anunciábamos en nuestro número anterior, anoche se celebró en la residencia de los marqueses de Santillana, en Zarauz, la función teatral y baile, con que dichos aristócratas obsequiaban á sus amigos. — [975, 428, 1185, 501]
paragraph: El piso segundo, también provisto de magníficos cuartos para los enfermos, contiene una suntuosa capilla con su correspondiente sacristía. — [279, 721, 489, 770]
paragraph: Han marchado á París la marquesa de Manzanedo y su hijo el duque de Santo Mauro. — [743, 1542, 953, 1579]
article-subhead: Su inauguración — [106, 551, 196, 563]
paragraph: También salieron ayer de esta capital, en dirección á Francia, el marqués de Portago y el duque de Arión. — [743, 1605, 953, 1642]
paragraph: El corresponsal de un periódico parisién en Londres asegura que el presidente del Transvaal ha dado á dicha capital una próxima, permaneciendo allí una semana. — [975, 2384, 1185, 2446]
article-headline: Los festejos de ayer — [520, 1595, 713, 1626]
paragraph: El autor de la carta un Ubarrechena. — [522, 1062, 714, 1075]
article-headline: Ecos de Sociedad — [752, 964, 945, 996]
paragraph: El edificio está completamente aislado y consta de piso bajo, principal y segundo, con ascensor, calefacción y ventilación en todas sus dependencias. — [46, 1910, 256, 1959]
paragraph: Como es de suponer, quien hacemos dueño de aquella carta, pero el señor Denis se negó á entregármela diciendo que no estaba dirigida á él y que por lo tanto no era suyo me cogió la mano y me dijo lo que sigue: «No le preocupe á usted esto; antes de dar este paso me he enterado quién es usted y lo que son los autores de la carta (nombrándolos), y deben servir á usted de satisfacción estas manifestaciones que hago en presencia de estos señores». — [511, 855, 721, 1000]
divider — [511, 1570, 721, 1571]
paragraph: Se les persigue activamente. — [1218, 255, 1368, 268]
ad-text: De venta en las principales Farmacias y Droguerías. — [1208, 777, 1426, 803]
